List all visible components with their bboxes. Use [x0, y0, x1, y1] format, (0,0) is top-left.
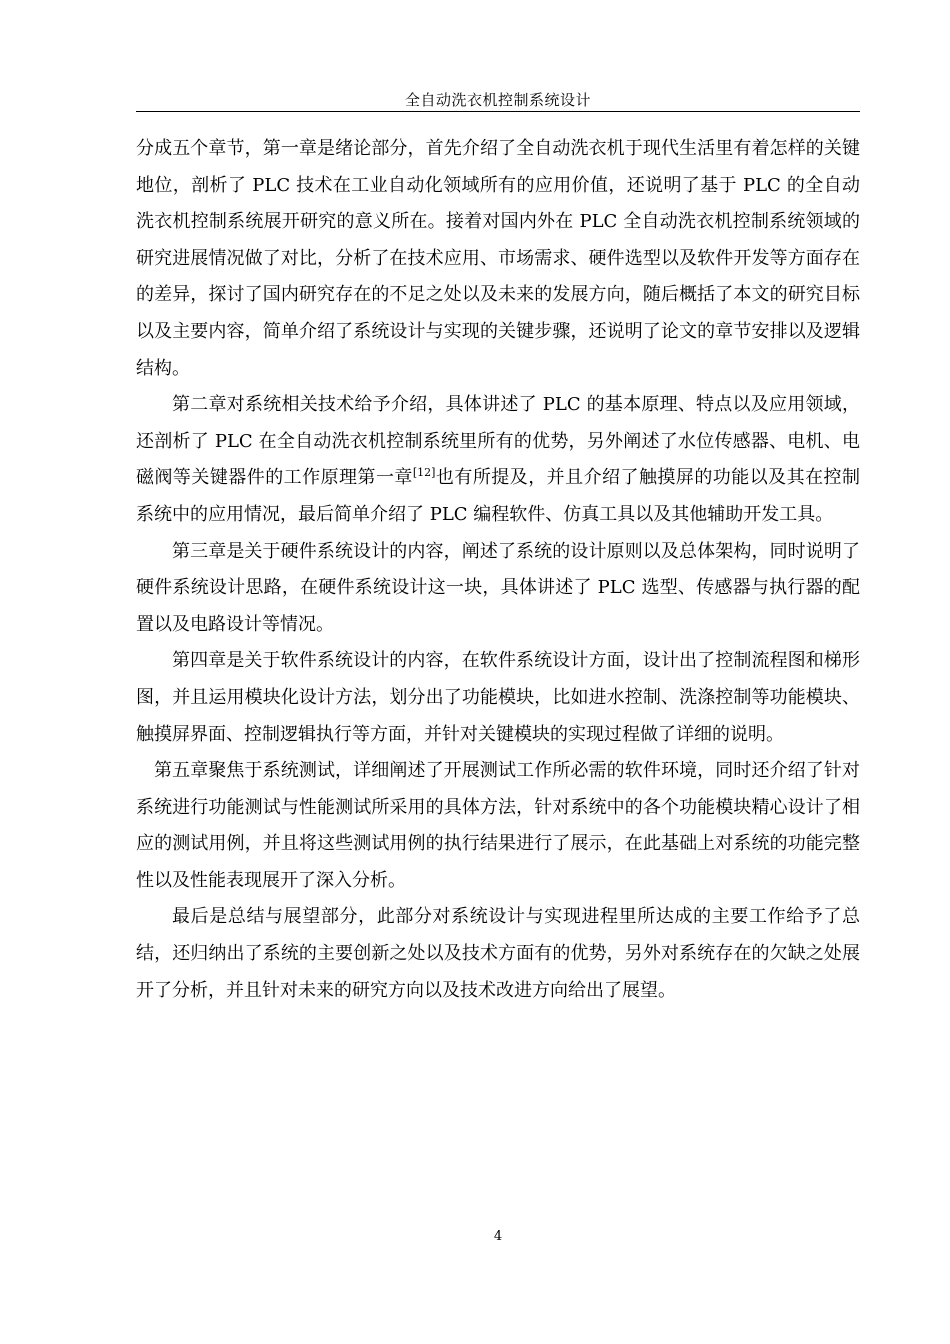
- page-number: 4: [493, 1229, 503, 1244]
- paragraph-chapter-2: [136, 387, 860, 533]
- paragraph-chapter-overview: 分成五个章节，第一章是绪论部分，首先介绍了全自动洗衣机于现代生活里有着怎样的关键地位，剖析了 PLC 技术在工业自动化领域所有的应用价值，还说明了基于 PLC 的全自动洗衣机控制系统展开研究的意义所在。接着对国内外在 PLC 全自动洗衣机控制系统领域的研究进展情况做了对比，分析了在技术应用、市场需求、硬件选型以及软件开发等方面存在的差异，探讨了国内研究存在的不足之处以及未来的发展方向，随后概括了本文的研究目标以及主要内容，简单介绍了系统设计与实现的关键步骤，还说明了论文的章节安排以及逻辑结构。: [136, 138, 860, 379]
- paragraph-conclusion: 最后是总结与展望部分，此部分对系统设计与实现进程里所达成的主要工作给予了总结，还归纳出了系统的主要创新之处以及技术方面有的优势，另外对系统存在的欠缺之处展开了分析，并且针对未来的研究方向以及技术改进方向给出了展望。: [136, 906, 860, 1001]
- paragraph-chapter-2-text-b: 也有所提及，并且介绍了触摸屏的功能以及其在控制系统中的应用情况，最后简单介绍了 PLC 编程软件、仿真工具以及其他辅助开发工具。: [136, 467, 861, 525]
- paragraph-chapter-2-text-a: 第二章对系统相关技术给予介绍，具体讲述了 PLC 的基本原理、特点以及应用领域，还剖析了 PLC 在全自动洗衣机控制系统里所有的优势，另外阐述了水位传感器、电机、电磁阀等关键器件的工作原理第一章: [136, 394, 860, 489]
- header-rule: [136, 111, 860, 112]
- body-text: [136, 131, 860, 1009]
- running-header: 全自动洗衣机控制系统设计: [404, 91, 591, 109]
- paragraph-chapter-5: 第五章聚焦于系统测试，详细阐述了开展测试工作所必需的软件环境，同时还介绍了针对系统进行功能测试与性能测试所采用的具体方法，针对系统中的各个功能模块精心设计了相应的测试用例，并且将这些测试用例的执行结果进行了展示，在此基础上对系统的功能完整性以及性能表现展开了深入分析。: [136, 760, 860, 891]
- paragraph-chapter-3: 第三章是关于硬件系统设计的内容，阐述了系统的设计原则以及总体架构，同时说明了硬件系统设计思路，在硬件系统设计这一块，具体讲述了 PLC 选型、传感器与执行器的配置以及电路设计等情况。: [136, 540, 860, 635]
- citation-12: [12]: [412, 466, 436, 480]
- paragraph-chapter-4: 第四章是关于软件系统设计的内容，在软件系统设计方面，设计出了控制流程图和梯形图，并且运用模块化设计方法，划分出了功能模块，比如进水控制、洗涤控制等功能模块、触摸屏界面、控制逻辑执行等方面，并针对关键模块的实现过程做了详细的说明。: [136, 650, 860, 745]
